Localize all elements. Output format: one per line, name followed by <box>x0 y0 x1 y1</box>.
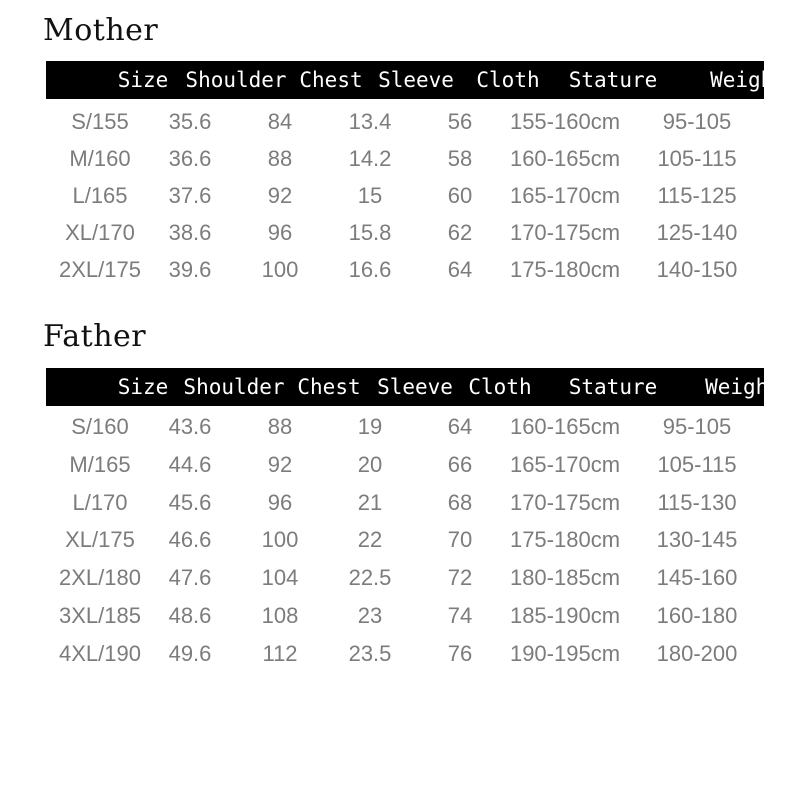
mother-header-stature: Stature <box>568 68 658 92</box>
cloth-cell: 64 <box>447 414 473 439</box>
table-row <box>0 484 800 521</box>
shoulder-cell: 38.6 <box>168 220 212 245</box>
weight-cell: 95-105 <box>662 414 732 439</box>
table-row <box>0 408 800 445</box>
size-cell: 4XL/190 <box>59 641 141 666</box>
weight-cell: 130-145 <box>656 527 738 552</box>
chest-cell: 100 <box>261 527 299 552</box>
weight-cell: 125-140 <box>656 220 738 245</box>
shoulder-cell: 37.6 <box>168 183 212 208</box>
size-cell: XL/170 <box>65 220 135 245</box>
stature-cell: 175-180cm <box>509 527 621 552</box>
shoulder-cell: 43.6 <box>168 414 212 439</box>
stature-cell: 170-175cm <box>509 220 621 245</box>
size-cell: L/165 <box>72 183 128 208</box>
shoulder-cell: 35.6 <box>168 109 212 134</box>
sleeve-cell: 14.2 <box>348 146 392 171</box>
sleeve-cell: 23.5 <box>348 641 392 666</box>
stature-cell: 165-170cm <box>509 452 621 477</box>
sleeve-cell: 13.4 <box>348 109 392 134</box>
weight-cell: 140-150 <box>656 257 738 282</box>
cloth-cell: 68 <box>447 490 473 515</box>
weight-cell: 180-200 <box>656 641 738 666</box>
cloth-cell: 72 <box>447 565 473 590</box>
stature-cell: 190-195cm <box>509 641 621 666</box>
size-cell: XL/175 <box>65 527 135 552</box>
stature-cell: 170-175cm <box>509 490 621 515</box>
sleeve-cell: 23 <box>357 603 383 628</box>
size-cell: L/170 <box>72 490 128 515</box>
sleeve-cell: 22 <box>357 527 383 552</box>
cloth-cell: 58 <box>447 146 473 171</box>
shoulder-cell: 49.6 <box>168 641 212 666</box>
shoulder-cell: 44.6 <box>168 452 212 477</box>
weight-cell: 95-105 <box>662 109 732 134</box>
stature-cell: 185-190cm <box>509 603 621 628</box>
weight-cell: 145-160 <box>656 565 738 590</box>
weight-cell: 105-115 <box>657 452 737 477</box>
father-header-sleeve: Sleeve <box>377 375 453 399</box>
father-header-shoulder: Shoulder <box>183 375 285 399</box>
chest-cell: 92 <box>267 183 293 208</box>
father-section-title: Father <box>43 319 147 354</box>
sleeve-cell: 16.6 <box>348 257 392 282</box>
shoulder-cell: 36.6 <box>168 146 212 171</box>
cloth-cell: 74 <box>447 603 473 628</box>
mother-header-sleeve: Sleeve <box>378 68 454 92</box>
chest-cell: 104 <box>261 565 299 590</box>
shoulder-cell: 47.6 <box>168 565 212 590</box>
mother-table-header <box>46 61 786 99</box>
stature-cell: 160-165cm <box>509 414 621 439</box>
sleeve-cell: 20 <box>357 452 383 477</box>
table-row <box>0 140 800 177</box>
cloth-cell: 70 <box>447 527 473 552</box>
mother-header-shoulder: Shoulder <box>185 68 287 92</box>
sleeve-cell: 22.5 <box>348 565 392 590</box>
table-row <box>0 251 800 288</box>
size-cell: M/160 <box>69 146 131 171</box>
father-header-cloth: Cloth <box>468 375 532 399</box>
chest-cell: 88 <box>267 146 293 171</box>
shoulder-cell: 39.6 <box>168 257 212 282</box>
shoulder-cell: 46.6 <box>168 527 212 552</box>
table-row <box>0 446 800 483</box>
stature-cell: 175-180cm <box>509 257 621 282</box>
father-table-header <box>46 368 781 406</box>
chest-cell: 88 <box>267 414 293 439</box>
stature-cell: 180-185cm <box>509 565 621 590</box>
shoulder-cell: 48.6 <box>168 603 212 628</box>
cloth-cell: 64 <box>447 257 473 282</box>
shoulder-cell: 45.6 <box>168 490 212 515</box>
sleeve-cell: 15.8 <box>348 220 392 245</box>
table-row <box>0 214 800 251</box>
table-row <box>0 177 800 214</box>
size-cell: 3XL/185 <box>59 603 141 628</box>
sleeve-cell: 21 <box>357 490 383 515</box>
father-header-size: Size <box>117 375 169 399</box>
chest-cell: 100 <box>261 257 299 282</box>
cloth-cell: 60 <box>447 183 473 208</box>
chest-cell: 84 <box>267 109 293 134</box>
chest-cell: 92 <box>267 452 293 477</box>
table-row <box>0 103 800 140</box>
stature-cell: 165-170cm <box>509 183 621 208</box>
cloth-cell: 66 <box>447 452 473 477</box>
sleeve-cell: 19 <box>357 414 383 439</box>
size-cell: M/165 <box>69 452 131 477</box>
weight-cell: 160-180 <box>656 603 738 628</box>
chest-cell: 96 <box>267 490 293 515</box>
size-cell: 2XL/175 <box>59 257 141 282</box>
cloth-cell: 56 <box>447 109 473 134</box>
size-cell: S/160 <box>71 414 129 439</box>
table-row <box>0 521 800 558</box>
weight-cell: 115-125 <box>657 183 737 208</box>
mother-header-weight: Weight <box>710 68 786 92</box>
mother-header-cloth: Cloth <box>476 68 540 92</box>
stature-cell: 160-165cm <box>509 146 621 171</box>
table-row <box>0 597 800 634</box>
sleeve-cell: 15 <box>357 183 383 208</box>
chest-cell: 112 <box>262 641 298 666</box>
table-row <box>0 635 800 672</box>
chest-cell: 108 <box>261 603 299 628</box>
father-header-stature: Stature <box>568 375 658 399</box>
cloth-cell: 62 <box>447 220 473 245</box>
mother-header-chest: Chest <box>299 68 363 92</box>
weight-cell: 115-130 <box>657 490 737 515</box>
table-row <box>0 559 800 596</box>
father-header-weight: Weight <box>705 375 781 399</box>
cloth-cell: 76 <box>447 641 473 666</box>
father-header-chest: Chest <box>297 375 361 399</box>
size-cell: S/155 <box>71 109 129 134</box>
size-cell: 2XL/180 <box>59 565 141 590</box>
stature-cell: 155-160cm <box>509 109 621 134</box>
weight-cell: 105-115 <box>657 146 737 171</box>
mother-section-title: Mother <box>43 13 159 48</box>
mother-header-size: Size <box>117 68 169 92</box>
chest-cell: 96 <box>267 220 293 245</box>
